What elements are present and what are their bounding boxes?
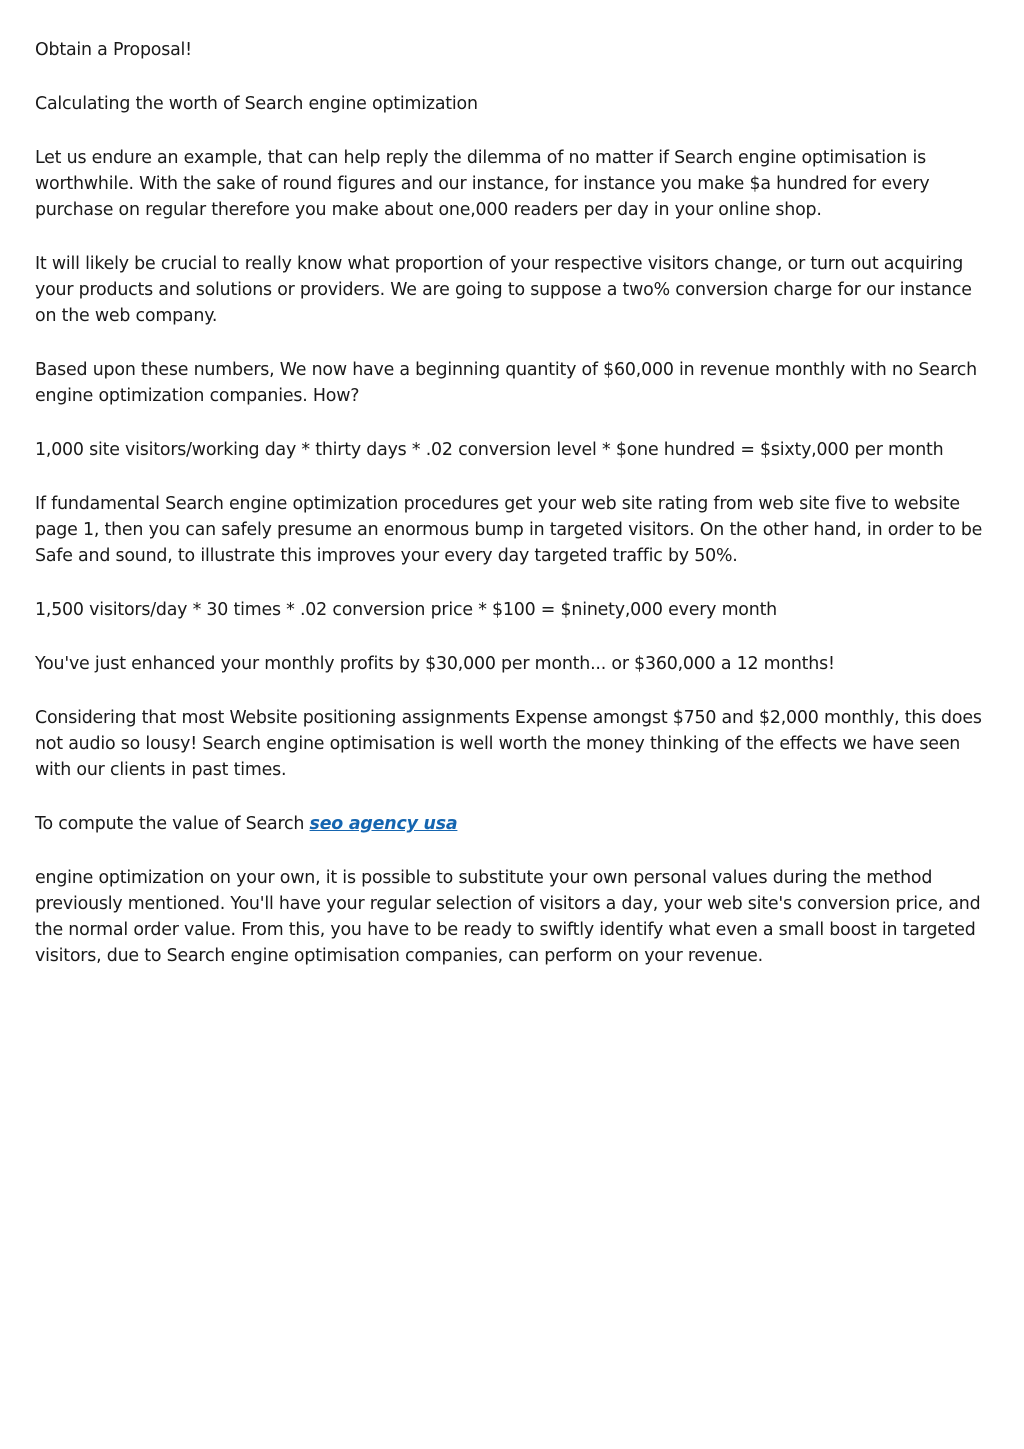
paragraph-final: engine optimization on your own, it is possible to substitute your own personal values during the method previously mentioned. You'll have your regular selection of visitors a day, your web site's conversion price, and the normal order value. From this, you have to be ready to swiftly identify what even a small boost in targeted visitors, due to Search engine optimisation companies, can perform on your revenue. [35,868,981,966]
paragraph: Based upon these numbers, We now have a beginning quantity of $60,000 in revenue monthly with no Search engine optimization companies. How? [35,360,977,406]
formula-line: 1,000 site visitors/working day * thirty days * .02 conversion level * $one hundred = $sixty,000 per month [35,440,944,460]
link-paragraph [35,811,993,837]
document-body [35,37,993,997]
link-prefix-text: To compute the value of Search [35,814,310,834]
paragraph: Considering that most Website positioning assignments Expense amongst $750 and $2,000 monthly, this does not audio so lousy! Search engine optimisation is well worth the money thinking of the effects we have seen with our clients in past times. [35,708,982,780]
formula-line: 1,500 visitors/day * 30 times * .02 conversion price * $100 = $ninety,000 every month [35,600,778,620]
seo-agency-link[interactable]: seo agency usa [309,814,458,834]
paragraph: Let us endure an example, that can help reply the dilemma of no matter if Search engine optimisation is worthwhile. With the sake of round figures and our instance, for instance you make $a hundred for every purchase on regular therefore you make about one,000 readers per day in your online shop. [35,148,930,220]
paragraph: It will likely be crucial to really know what proportion of your respective visitors change, or turn out acquiring your products and solutions or providers. We are going to suppose a two% conversion charge for our instance on the web company. [35,254,972,326]
paragraph-heading: Obtain a Proposal! [35,40,192,60]
paragraph: If fundamental Search engine optimization procedures get your web site rating from web site five to website page 1, then you can safely presume an enormous bump in targeted visitors. On the other hand, in order to be Safe and sound, to illustrate this improves your every day targeted traffic by 50%. [35,494,983,566]
paragraph-subheading: Calculating the worth of Search engine optimization [35,94,478,114]
paragraph: You've just enhanced your monthly profits by $30,000 per month... or $360,000 a 12 months! [35,654,835,674]
